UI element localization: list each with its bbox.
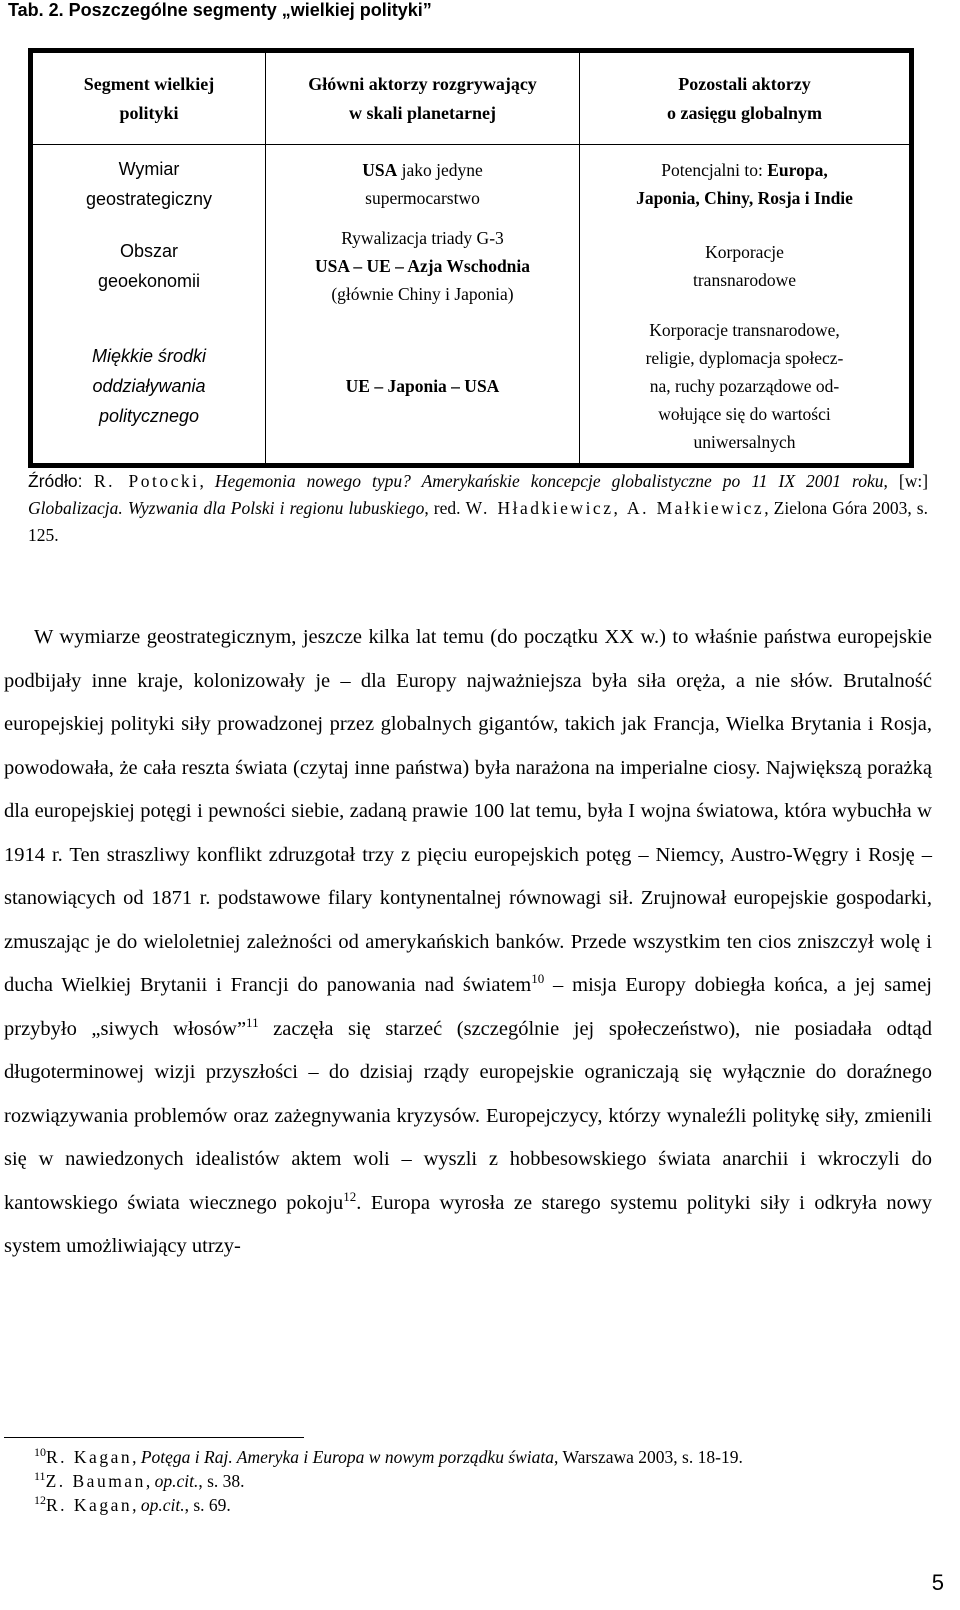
segments-table [28,48,914,468]
other-geostrategic-bold: Europa, Japonia, Chiny, Rosja i Indie [636,160,853,208]
footnote-separator [4,1437,304,1438]
footnote-number: 10 [34,1445,46,1460]
footnote-ref-11[interactable]: 11 [246,1014,259,1030]
footnote-author: R. Kagan [46,1495,133,1515]
source-author: R. Potocki [93,471,200,491]
main-geostrategic-rest: jako jedyne supermocarstwo [365,160,483,208]
footnote-title: Potęga i Raj. Ameryka i Europa w nowym porządku świata [140,1447,555,1467]
body-part-1: W wymiarze geostrategicznym, jeszcze kilka lat temu (do początku XX w.) to właśnie państwa europejskie podbijały inne kraje, kolonizowały je – dla Europy najważniejsza była siła oręża, a nie słów. Brutalność europejskiej polityki siły prowadzonej przez globalnych gigantów, takich jak Francja, Wielka Brytania i Rosja, powodowała, że cała reszta świata (czytaj inne państwa) była narażona na imperialne ciosy. Największą porażką dla europejskiej potęgi i pewności siebie, zadaną prawie 100 lat temu, była I wojna światowa, która wybuchła w 1914 r. Ten straszliwy konflikt zdruzgotał trzy z pięciu europejskich potęg – Niemcy, Austro-Węgry i Rosję – stanowiących od 1871 r. podstawowe filary kontynentalnej równowagi sił. Zrujnował europejskie gospodarki, zmuszając je do wieloletniej zależności od amerykańskich banków. Przede wszystkim ten cios zniszczył wolę i ducha Wielkiej Brytanii i Francji do panowania nad światem [4,626,932,996]
other-actors-column [579,53,909,463]
segment-column [33,53,265,463]
other-geoeconomic: Korporacje transnarodowe [692,242,797,290]
source-red: , red. [424,498,466,518]
footnote-separator-text: , [145,1471,155,1491]
footnote-item [34,1493,934,1517]
other-geostrategic [580,145,909,223]
main-geoeconomic-line1: Rywalizacja triady G-3 [341,228,504,248]
table-caption: Tab. 2. Poszczególne segmenty „wielkiej polityki” [8,0,432,20]
body-part-4: . Europa wyrosła ze starego systemu polityki siły i odkryła nowy system umożliwiający utrzy- [4,1191,932,1257]
footnote-item [34,1469,934,1493]
body-part-3: zaczęła się starzeć (szczególnie jej społeczeństwo), nie posiadała odtąd długoterminowej wizji przyszłości – do dzisiaj rządy europejskie ograniczają się wyłącznie do doraźnego rozwiązywania problemów oraz zażegnywania kryzysów. Europejczycy, którzy wynaleźli politykę siły, zmienili się w nawiedzonych idealistów aktem woli – wyszli z hobbesowskiego świata anarchii i wkroczyli do kantowskiego świata wiecznego pokoju [4,1017,932,1214]
footnote-separator-text: , [132,1495,141,1515]
source-end: , Zielona Góra 2003, s. 125. [28,498,928,545]
source-collection-title: Globalizacja. Wyzwania dla Polski i regionu lubuskiego [28,498,425,518]
main-actors-column [265,53,579,463]
footnote-rest: , s. 38. [198,1471,245,1491]
main-geoeconomic [266,223,579,309]
source-editors: W. Hładkiewicz, A. Małkiewicz [465,498,765,518]
footnote-title: op.cit. [140,1495,185,1515]
footnote-ref-12[interactable]: 12 [343,1188,357,1204]
other-soft-power: Korporacje transnarodowe, religie, dyplomacja społecz- na, ruchy pozarządowe od- wołujące się do wartości uniwersalnych [645,320,844,452]
main-geostrategic-bold: USA [362,160,398,180]
footnote-title: op.cit. [154,1471,199,1491]
body-text [4,616,932,1269]
footnote-ref-10[interactable]: 10 [531,971,545,987]
segment-soft-power: Miękkie środki oddziaływania politycznego [91,346,207,426]
main-soft-power: UE – Japonia – USA [345,376,500,396]
header-segment: Segment wielkiej polityki [33,53,265,145]
footnote-rest: , s. 69. [184,1495,231,1515]
source-in: , [w:] [883,471,929,491]
page-number: 5 [931,1570,944,1595]
main-geoeconomic-line2: USA – UE – Azja Wschodnia [314,256,531,276]
body-part-2: – misja Europy dobiegła końca, a jej samej przybyło „siwych włosów” [4,974,932,1040]
footnote-author: R. Kagan [46,1447,133,1467]
footnote-item [34,1445,934,1469]
source-label: Źródło: [28,471,94,491]
footnote-separator-text: , [132,1447,141,1467]
footnote-author: Z. Bauman [45,1471,146,1491]
main-geostrategic [266,145,579,223]
footnote-number: 11 [34,1469,46,1484]
table-source [28,468,928,549]
header-other-actors: Pozostali aktorzy o zasięgu globalnym [580,53,909,145]
main-geoeconomic-line3: (głównie Chiny i Japonia) [331,284,514,304]
other-geostrategic-prefix: Potencjalni to: [661,160,768,180]
source-title: Hegemonia nowego typu? Amerykańskie koncepcje globalistyczne po 11 IX 2001 roku [214,471,884,491]
footnote-rest: , Warszawa 2003, s. 18-19. [554,1447,743,1467]
footnote-number: 12 [34,1493,46,1508]
body-paragraph [4,616,932,1269]
segment-geostrategic: Wymiar geostrategiczny [85,159,213,209]
segment-geoeconomic: Obszar geoekonomii [97,241,201,291]
header-main-actors: Główni aktorzy rozgrywający w skali planetarnej [266,53,579,145]
footnotes [34,1445,934,1517]
source-separator: , [199,471,215,491]
